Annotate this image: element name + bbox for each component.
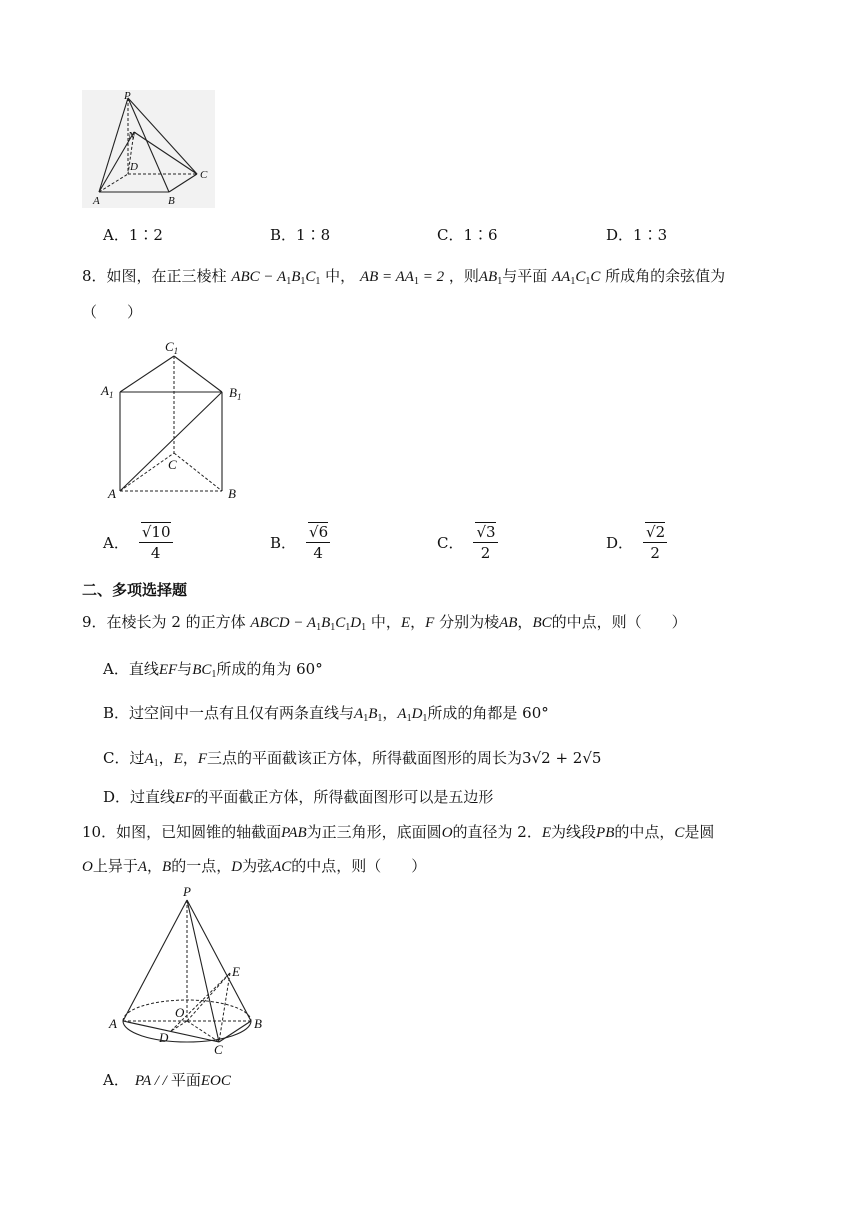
q7-option-c	[437, 224, 498, 246]
option-letter: D．	[606, 226, 634, 244]
label-C1: $C_1$	[165, 339, 179, 356]
option-text: 1∶3	[633, 226, 668, 244]
q7-option-a	[103, 224, 163, 246]
label-P: P	[183, 884, 191, 899]
option-text: 1∶6	[463, 226, 498, 244]
label-N: N	[128, 130, 136, 142]
fraction: $\frac{√3}{2}$	[473, 522, 497, 563]
q9-stem: 9．在棱长为 2 的正方体 ABCD − $A_1B_1C_1D_1$ 中，E，F 分别为棱AB，BC的中点，则（ ）	[82, 613, 687, 633]
pyramid-figure	[82, 90, 215, 208]
option-letter: C．	[437, 226, 464, 244]
pyramid-diagram	[82, 90, 215, 208]
label-C: C	[214, 1042, 223, 1057]
figure-background	[82, 90, 215, 208]
label-A1: $A_1$	[101, 383, 114, 400]
label-C: C	[200, 169, 208, 181]
option-letter: B．	[270, 226, 297, 244]
label-B: B	[254, 1016, 262, 1031]
q10-option-a: A． PA / / 平面EOC	[103, 1071, 231, 1089]
section-heading: 二、多项选择题	[82, 581, 188, 599]
fraction: $\frac{√6}{4}$	[306, 522, 330, 563]
q8-option-d: D． $\frac{√2}{2}$	[606, 523, 666, 562]
label-C: C	[168, 457, 177, 472]
q10-stem-line2: O上异于A，B的一点，D为弦AC的中点，则（ ）	[82, 857, 427, 875]
q10-stem-line1: 10．如图，已知圆锥的轴截面PAB为正三角形，底面圆O的直径为 2．E为线段PB的中点，C是圆	[82, 823, 715, 841]
cone-diagram	[104, 884, 274, 1060]
cone-figure	[104, 884, 274, 1060]
fraction: $\frac{√10}{4}$	[139, 522, 173, 563]
q9-option-a: A．直线EF与$BC_1$所成的角为 60°	[103, 660, 323, 680]
q7-option-b	[270, 224, 330, 246]
q8-option-a: A． $\frac{√10}{4}$	[103, 523, 171, 562]
q7-option-d	[606, 224, 667, 246]
q8-stem: 8．如图，在正三棱柱 ABC − $A_1B_1C_1$ 中， AB = $AA_1 = 2$ ，则$AB_1$与平面 $AA_1C_1C$ 所成角的余弦值为	[82, 267, 726, 287]
label-A: A	[93, 195, 100, 207]
q8-option-c: C． $\frac{√3}{2}$	[437, 523, 496, 562]
q9-option-d: D．过直线EF的平面截正方体，所得截面图形可以是五边形	[103, 788, 494, 806]
option-letter: A．	[103, 226, 129, 244]
label-P: P	[124, 90, 131, 102]
prism-figure	[98, 336, 248, 504]
q9-option-b: B．过空间中一点有且仅有两条直线与$A_1B_1$，$A_1D_1$所成的角都是 60°	[103, 704, 549, 724]
prism-diagram	[98, 336, 248, 504]
label-D: D	[130, 161, 138, 173]
q8-option-b: B． $\frac{√6}{4}$	[270, 523, 329, 562]
label-O: O	[175, 1005, 185, 1020]
fraction: $\frac{√2}{2}$	[643, 522, 667, 563]
option-text: 1∶2	[128, 226, 163, 244]
label-B1: $B_1$	[229, 385, 242, 402]
label-D: D	[159, 1030, 169, 1045]
q9-option-c: C．过$A_1$，E，F三点的平面截该正方体，所得截面图形的周长为3√2 + 2√5	[103, 749, 602, 769]
label-A: A	[108, 486, 116, 501]
q8-paren: （ ）	[82, 303, 143, 321]
label-B: B	[168, 195, 175, 207]
label-E: E	[232, 964, 240, 979]
option-text: 1∶8	[296, 226, 331, 244]
label-B: B	[228, 486, 236, 501]
label-A: A	[109, 1016, 117, 1031]
